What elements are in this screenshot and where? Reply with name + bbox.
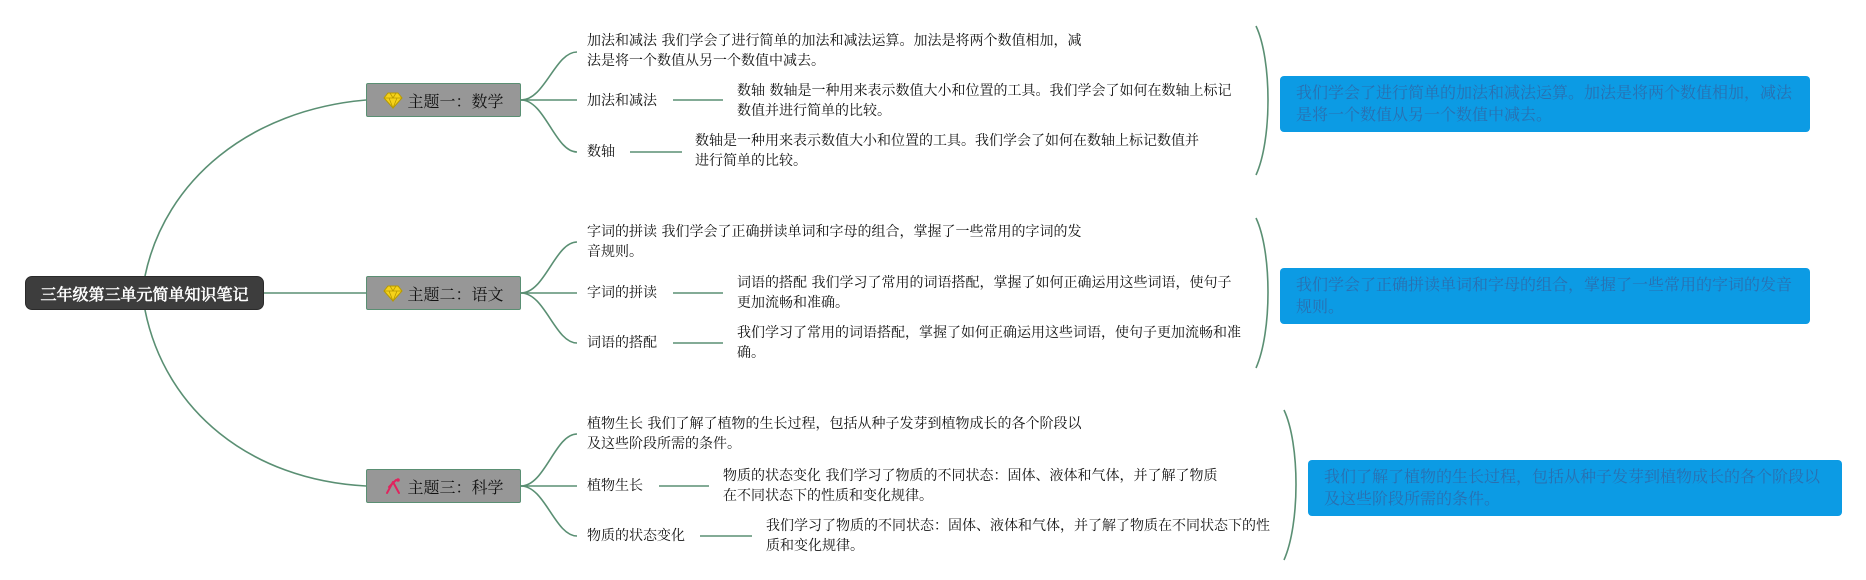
topic1-item-1[interactable]: 加法和减法 我们学会了进行简单的加法和减法运算。加法是将两个数值相加，减法是将一个数值从另一个数值中减去。 [587, 33, 1082, 69]
topic3-item-2-child[interactable]: 物质的状态变化 我们学习了物质的不同状态：固体、液体和气体，并了解了物质在不同状态下的性质和变化规律。 [723, 468, 1218, 504]
topic1-item-2[interactable]: 加法和减法 [587, 93, 657, 109]
topic2-item-3-child[interactable]: 我们学习了常用的词语搭配，掌握了如何正确运用这些词语，使句子更加流畅和准确。 [737, 325, 1241, 361]
topic-node-science[interactable] [366, 469, 521, 503]
root-label: 三年级第三单元简单知识笔记 [40, 284, 249, 304]
topic1-branch-a [521, 52, 577, 100]
topic-node-chinese[interactable] [366, 276, 521, 310]
root-node[interactable] [25, 276, 264, 310]
summary-bracket-3 [1284, 410, 1296, 560]
topic-label: 主题一：数学 [407, 91, 504, 111]
summary-box-math[interactable]: 我们学会了进行简单的加法和减法运算。加法是将两个数值相加，减法是将一个数值从另一个数值中减去。 [1280, 76, 1810, 132]
topic2-branch-c [521, 293, 577, 343]
summary-bracket-2 [1256, 218, 1268, 368]
topic2-item-2[interactable]: 字词的拼读 [587, 285, 657, 301]
topic2-item-1[interactable]: 字词的拼读 我们学会了正确拼读单词和字母的组合，掌握了一些常用的字词的发音规则。 [587, 224, 1082, 260]
topic2-branch-a [521, 242, 577, 293]
topic2-item-2-child[interactable]: 词语的搭配 我们学习了常用的词语搭配，掌握了如何正确运用这些词语，使句子更加流畅和准确。 [737, 275, 1232, 311]
topic1-item-3[interactable]: 数轴 [587, 144, 615, 160]
diamond-icon [383, 283, 403, 303]
topic-node-math[interactable] [366, 83, 521, 117]
summary-box-chinese[interactable]: 我们学会了正确拼读单词和字母的组合，掌握了一些常用的字词的发音规则。 [1280, 268, 1810, 324]
topic3-item-2[interactable]: 植物生长 [587, 478, 643, 494]
root-topic1-link [145, 100, 366, 276]
root-topic3-link [145, 310, 366, 486]
topic3-branch-c [521, 486, 577, 536]
topic3-branch-a [521, 434, 577, 486]
topic2-item-3[interactable]: 词语的搭配 [587, 335, 657, 351]
topic3-item-3-child[interactable]: 我们学习了物质的不同状态：固体、液体和气体，并了解了物质在不同状态下的性质和变化规律。 [766, 518, 1270, 554]
topic3-item-3[interactable]: 物质的状态变化 [587, 528, 685, 544]
topic1-branch-c [521, 100, 577, 152]
topic3-item-1[interactable]: 植物生长 我们了解了植物的生长过程，包括从种子发芽到植物成长的各个阶段以及这些阶段所需的条件。 [587, 416, 1082, 452]
science-icon [383, 476, 403, 496]
diamond-icon [383, 90, 403, 110]
summary-bracket-1 [1256, 26, 1268, 175]
topic1-item-2-child[interactable]: 数轴 数轴是一种用来表示数值大小和位置的工具。我们学会了如何在数轴上标记数值并进行简单的比较。 [737, 83, 1232, 119]
topic-label: 主题三：科学 [407, 477, 504, 497]
topic-label: 主题二：语文 [407, 284, 504, 304]
topic1-item-3-child[interactable]: 数轴是一种用来表示数值大小和位置的工具。我们学会了如何在数轴上标记数值并进行简单的比较。 [695, 133, 1199, 169]
summary-box-science[interactable]: 我们了解了植物的生长过程，包括从种子发芽到植物成长的各个阶段以及这些阶段所需的条件。 [1308, 460, 1842, 516]
